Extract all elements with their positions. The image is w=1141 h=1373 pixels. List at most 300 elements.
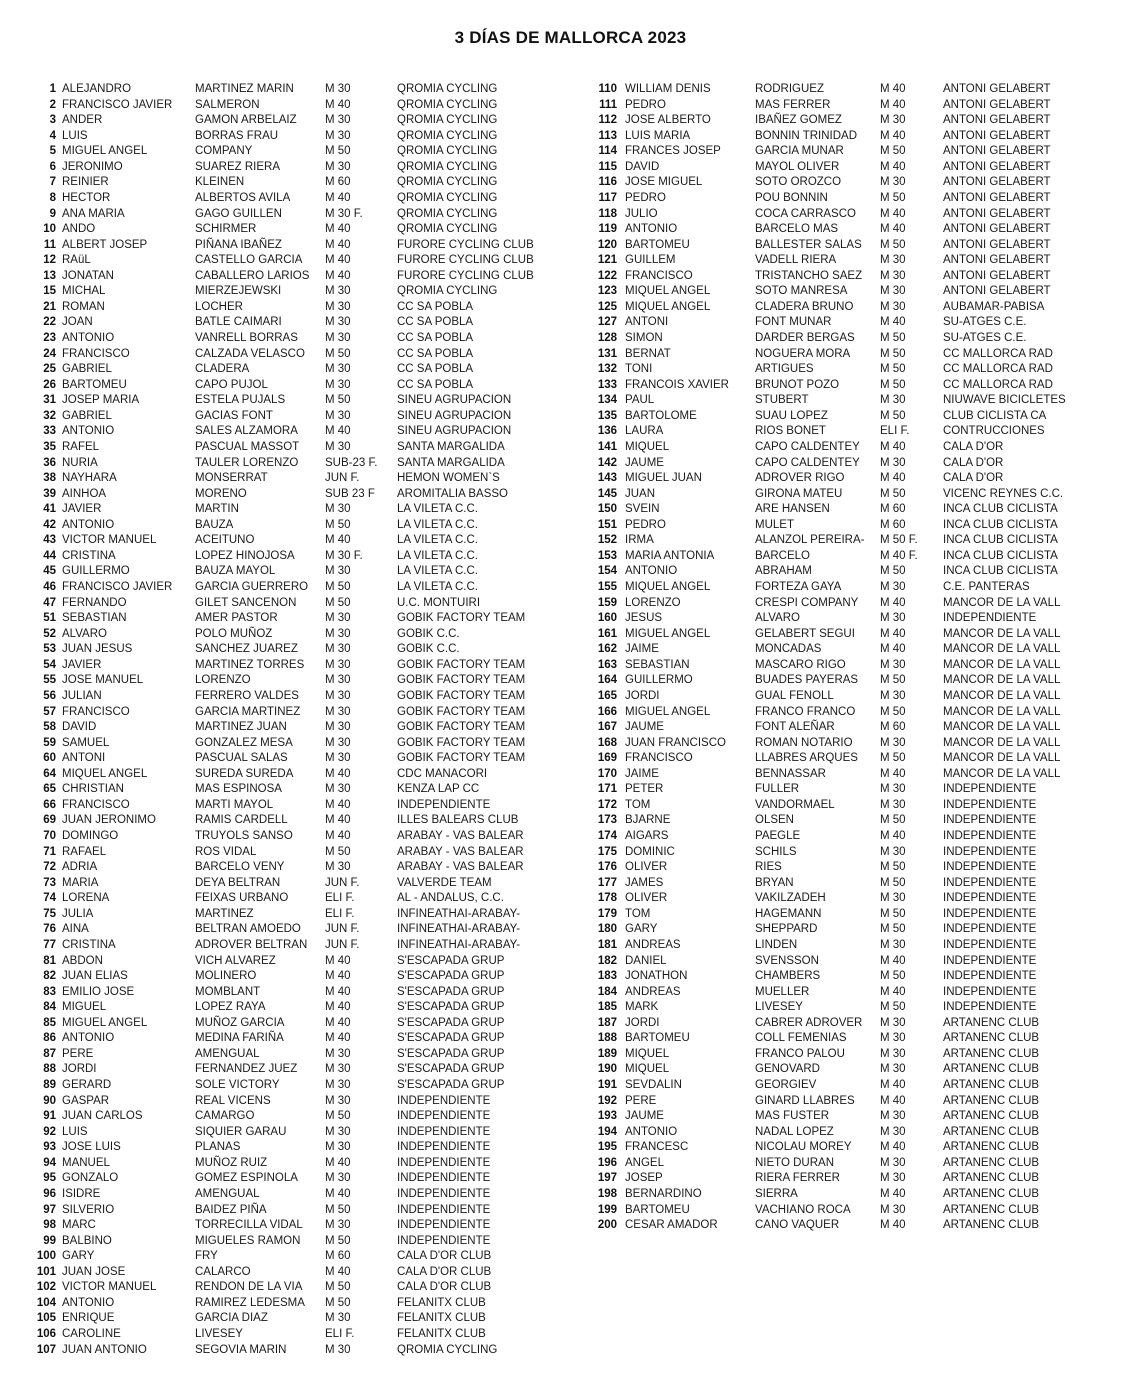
rider-category: M 30 [325,565,351,578]
rider-category: M 50 [880,565,906,578]
rider-category: M 30 [880,285,906,298]
rider-last-name: BRYAN [755,876,794,889]
rider-number: 127 [597,316,617,329]
rider-first-name: FRANCISCO [62,798,130,811]
rider-row [588,1156,1116,1172]
rider-row [588,580,1116,596]
rider-team: FURORE CYCLING CLUB [397,269,534,282]
rider-first-name: DOMINGO [62,830,119,842]
rider-number: 73 [43,876,56,889]
rider-category: M 60 [880,503,906,516]
rider-number: 104 [36,1296,56,1309]
rider-number: 3 [49,114,56,127]
rider-number: 57 [43,705,56,718]
rider-row [30,907,575,923]
rider-last-name: REAL VICENS [195,1094,271,1107]
rider-first-name: ANTONIO [625,565,678,578]
rider-number: 5 [49,145,56,158]
rider-category: M 50 [880,378,906,391]
rider-team: INDEPENDIENTE [943,1001,1037,1014]
rider-category: ELI F. [325,892,355,905]
rider-last-name: RENDON DE LA VIA [195,1281,303,1294]
rider-row [30,767,575,783]
rider-number: 84 [43,1001,56,1014]
rider-first-name: JORDI [62,1063,97,1076]
rider-category: M 30 [325,160,351,173]
rider-row [588,471,1116,487]
rider-number: 107 [36,1343,56,1356]
rider-team: INDEPENDIENTE [943,814,1037,827]
rider-last-name: GELABERT SEGUI [755,627,855,640]
rider-last-name: SOLE VICTORY [195,1079,280,1091]
rider-last-name: SCHIRMER [195,223,257,236]
rider-first-name: ALBERT JOSEP [62,238,148,251]
rider-category: M 50 [880,752,906,765]
rider-row [30,191,575,207]
rider-category: M 30 [325,114,351,127]
rider-last-name: SUAU LOPEZ [755,409,828,422]
rider-category: ELI F. [880,425,910,438]
rider-row [588,922,1116,938]
rider-first-name: JUAN [625,487,656,500]
rider-row [588,736,1116,752]
rider-last-name: FONT ALEÑAR [755,721,835,734]
rider-last-name: NICOLAU MOREY [755,1141,852,1154]
rider-number: 174 [597,830,617,842]
rider-last-name: ABRAHAM [755,565,812,578]
rider-number: 86 [43,1032,56,1045]
rider-row [588,1125,1116,1141]
rider-team: QROMIA CYCLING [397,176,498,189]
rider-row [30,922,575,938]
rider-category: M 40 [880,223,906,236]
rider-category: M 50 [880,861,906,874]
rider-last-name: FERRERO VALDES [195,689,299,702]
rider-team: INDEPENDIENTE [397,798,491,811]
rider-first-name: GABRIEL [62,363,112,376]
rider-category: M 30 [325,363,351,376]
rider-row [30,518,575,534]
rider-row [588,82,1116,98]
rider-number: 97 [43,1203,56,1216]
rider-row [30,487,575,503]
rider-last-name: GENOVARD [755,1063,820,1076]
rider-last-name: AMER PASTOR [195,612,278,625]
rider-first-name: AIGARS [625,830,669,842]
rider-first-name: JOSEP [625,1172,663,1185]
rider-category: M 30 [325,440,351,453]
rider-first-name: BARTOLOME [625,409,697,422]
rider-team: FELANITX CLUB [397,1328,486,1340]
rider-category: M 30 [325,1079,351,1091]
rider-team: INDEPENDIENTE [397,1156,491,1169]
rider-team: INDEPENDIENTE [397,1141,491,1154]
rider-number: 74 [43,892,56,905]
rider-row [30,82,575,98]
rider-category: M 60 [325,1250,351,1263]
rider-first-name: MARIA [62,876,99,889]
rider-row [30,969,575,985]
rider-row [30,1047,575,1063]
rider-category: M 30 [880,892,906,905]
rider-row [30,1234,575,1250]
rider-number: 13 [43,269,56,282]
rider-category: M 30 [880,456,906,469]
rider-last-name: GEORGIEV [755,1079,817,1091]
rider-last-name: CABRER ADROVER [755,1016,863,1029]
rider-last-name: MAYOL OLIVER [755,160,840,173]
rider-category: M 40 [325,954,351,967]
rider-row [588,1094,1116,1110]
rider-category: M 40 [880,985,906,998]
rider-team: MANCOR DE LA VALL [943,721,1061,734]
rider-category: M 40 [880,472,906,485]
rider-team: ANTONI GELABERT [943,98,1051,111]
rider-number: 75 [43,907,56,920]
rider-team: INDEPENDIENTE [943,830,1037,842]
rider-first-name: EMILIO JOSE [62,985,135,998]
rider-last-name: MULET [755,518,794,531]
rider-first-name: FRANCISCO [625,752,693,765]
rider-number: 96 [43,1187,56,1200]
rider-team: AL - ANDALUS, C.C. [397,892,504,905]
rider-row [30,813,575,829]
rider-category: M 30 [325,503,351,516]
rider-row [588,1047,1116,1063]
rider-team: QROMIA CYCLING [397,114,498,127]
rider-first-name: BALBINO [62,1234,112,1247]
rider-last-name: MOLINERO [195,970,257,983]
rider-team: MANCOR DE LA VALL [943,689,1061,702]
rider-team: CALA D'OR CLUB [397,1281,492,1294]
rider-last-name: LLABRES ARQUES [755,752,858,765]
rider-number: 51 [43,612,56,625]
rider-last-name: BARCELO VENY [195,861,285,874]
rider-first-name: JOSE MANUEL [62,674,144,687]
rider-category: M 30 [325,129,351,142]
rider-last-name: COMPANY [195,145,253,158]
rider-category: M 40 [880,767,906,780]
rider-team: INDEPENDIENTE [943,938,1037,951]
rider-last-name: COCA CARRASCO [755,207,856,220]
rider-team: QROMIA CYCLING [397,98,498,111]
rider-first-name: BJARNE [625,814,671,827]
rider-team: LA VILETA C.C. [397,581,478,593]
rider-number: 89 [43,1079,56,1091]
rider-team: NIUWAVE BICICLETES [943,394,1066,407]
rider-last-name: CAPO CALDENTEY [755,440,860,453]
rider-team: AUBAMAR-PABISA [943,300,1045,313]
rider-team: MANCOR DE LA VALL [943,767,1061,780]
rider-number: 52 [43,627,56,640]
rider-team: ARTANENC CLUB [943,1141,1040,1154]
rider-first-name: PEDRO [625,98,666,111]
rider-first-name: BERNAT [625,347,671,360]
rider-number: 173 [597,814,617,827]
rider-category: M 30 [325,1172,351,1185]
start-list-right-column [588,82,1116,1234]
rider-category: M 30 [325,316,351,329]
rider-team: INDEPENDIENTE [943,892,1037,905]
rider-number: 191 [597,1079,617,1091]
rider-team: MANCOR DE LA VALL [943,705,1061,718]
rider-category: M 30 [880,254,906,267]
rider-row [588,658,1116,674]
rider-first-name: OLIVER [625,861,668,874]
rider-last-name: POU BONNIN [755,191,828,204]
rider-row [30,1265,575,1281]
rider-first-name: ISIDRE [62,1187,101,1200]
rider-row [588,98,1116,114]
rider-first-name: JAUME [625,456,664,469]
rider-team: CC SA POBLA [397,347,474,360]
rider-first-name: ANTONI [625,316,669,329]
rider-number: 21 [43,300,56,313]
rider-number: 199 [597,1203,617,1216]
rider-number: 178 [597,892,617,905]
rider-last-name: GUAL FENOLL [755,689,834,702]
rider-number: 166 [597,705,617,718]
rider-team: LA VILETA C.C. [397,518,478,531]
rider-first-name: CHRISTIAN [62,783,124,796]
rider-category: M 40 [325,223,351,236]
rider-first-name: MARC [62,1219,96,1232]
rider-first-name: PEDRO [625,191,666,204]
rider-number: 94 [43,1156,56,1169]
rider-number: 60 [43,752,56,765]
rider-category: M 40 [880,1141,906,1154]
rider-row [588,1109,1116,1125]
rider-team: SINEU AGRUPACION [397,425,512,438]
rider-row [30,1000,575,1016]
rider-category: M 50 [880,876,906,889]
rider-number: 168 [597,736,617,749]
rider-last-name: AMENGUAL [195,1187,260,1200]
rider-last-name: GOMEZ ESPINOLA [195,1172,298,1185]
rider-first-name: REINIER [62,176,109,189]
rider-first-name: ABDON [62,954,103,967]
rider-first-name: JUAN CARLOS [62,1110,143,1123]
rider-first-name: MIGUEL [62,1001,107,1014]
rider-number: 23 [43,332,56,344]
rider-first-name: GARY [62,1250,95,1263]
rider-number: 43 [43,534,56,547]
rider-first-name: MIGUEL JUAN [625,472,702,485]
rider-first-name: ALVARO [62,627,107,640]
rider-team: GOBIK FACTORY TEAM [397,612,526,625]
rider-row [30,938,575,954]
rider-last-name: PASCUAL MASSOT [195,440,300,453]
rider-number: 112 [598,114,617,127]
rider-first-name: MIGUEL ANGEL [62,1016,148,1029]
rider-row [30,1171,575,1187]
rider-last-name: ESTELA PUJALS [195,394,286,407]
rider-team: ANTONI GELABERT [943,223,1051,236]
rider-last-name: MASCARO RIGO [755,658,846,671]
rider-team: ANTONI GELABERT [943,191,1051,204]
rider-first-name: TOM [625,798,651,811]
rider-row [30,300,575,316]
rider-category: M 30 [880,581,906,593]
rider-last-name: GILET SANCENON [195,596,297,609]
rider-team: MANCOR DE LA VALL [943,752,1061,765]
rider-number: 45 [43,565,56,578]
rider-first-name: ANDREAS [625,938,681,951]
rider-number: 121 [597,254,617,267]
rider-team: INDEPENDIENTE [397,1187,491,1200]
rider-row [30,782,575,798]
rider-number: 150 [597,503,617,516]
rider-number: 187 [597,1016,617,1029]
rider-first-name: ROMAN [62,300,105,313]
rider-team: INDEPENDIENTE [397,1110,491,1123]
rider-first-name: PERE [62,1047,94,1060]
rider-first-name: VICTOR MANUEL [62,1281,157,1294]
rider-row [30,1156,575,1172]
rider-row [30,1343,575,1359]
rider-first-name: FRANCISCO [625,269,693,282]
rider-number: 141 [597,440,617,453]
rider-team: ANTONI GELABERT [943,254,1051,267]
rider-number: 142 [597,456,617,469]
rider-category: M 40 [880,98,906,111]
rider-last-name: MORENO [195,487,247,500]
rider-number: 41 [43,503,56,516]
rider-team: ARTANENC CLUB [943,1172,1040,1185]
rider-category: M 30 [325,1141,351,1154]
rider-category: SUB-23 F. [325,456,378,469]
rider-team: CC MALLORCA RAD [943,347,1053,360]
rider-last-name: MARTINEZ MARIN [195,83,294,95]
rider-last-name: ALBERTOS AVILA [195,191,291,204]
rider-team: INDEPENDIENTE [943,923,1037,936]
rider-last-name: ACEITUNO [195,534,255,547]
rider-category: M 30 [880,798,906,811]
rider-last-name: BAUZA [195,518,234,531]
rider-team: QROMIA CYCLING [397,83,498,95]
rider-category: M 50 [325,347,351,360]
rider-last-name: GONZALEZ MESA [195,736,293,749]
rider-category: M 40 [325,1156,351,1169]
rider-number: 154 [597,565,617,578]
rider-number: 177 [597,876,617,889]
rider-row [588,378,1116,394]
rider-category: M 40 [880,83,906,95]
rider-category: JUN F. [325,938,360,951]
rider-row [30,253,575,269]
rider-team: S'ESCAPADA GRUP [397,1016,505,1029]
rider-team: INDEPENDIENTE [943,876,1037,889]
rider-first-name: GUILLERMO [62,565,130,578]
rider-last-name: FRY [195,1250,218,1263]
rider-first-name: JUAN JERONIMO [62,814,156,827]
rider-team: S'ESCAPADA GRUP [397,1032,505,1045]
rider-last-name: MEDINA FARIÑA [195,1032,284,1045]
rider-category: M 50 [880,145,906,158]
rider-team: SANTA MARGALIDA [397,456,505,469]
rider-team: CLUB CICLISTA CA [943,409,1047,422]
rider-row [30,1327,575,1343]
rider-row [30,860,575,876]
rider-category: M 30 [880,1156,906,1169]
rider-category: M 30 [325,612,351,625]
rider-last-name: SOTO MANRESA [755,285,848,298]
rider-row [30,331,575,347]
rider-category: M 30 [325,1312,351,1325]
rider-number: 195 [597,1141,617,1154]
rider-first-name: ANTONIO [62,425,115,438]
rider-category: M 50 [325,845,351,858]
rider-team: INDEPENDIENTE [943,845,1037,858]
rider-last-name: SIQUIER GARAU [195,1125,287,1138]
rider-team: GOBIK C.C. [397,627,460,640]
rider-team: FURORE CYCLING CLUB [397,238,534,251]
rider-category: M 40 [880,954,906,967]
rider-category: M 50 [880,970,906,983]
rider-first-name: CRISTINA [62,549,116,562]
rider-number: 106 [36,1328,56,1340]
rider-first-name: JUAN JOSE [62,1265,126,1278]
rider-last-name: MARTINEZ [195,907,254,920]
rider-row [588,300,1116,316]
rider-first-name: JOSEP MARIA [62,394,140,407]
rider-team: ANTONI GELABERT [943,285,1051,298]
rider-last-name: CALARCO [195,1265,251,1278]
rider-team: ANTONI GELABERT [943,83,1051,95]
rider-category: M 40 [325,1187,351,1200]
rider-category: M 30 [880,1172,906,1185]
rider-category: M 40 [325,1265,351,1278]
rider-row [588,938,1116,954]
rider-number: 64 [43,767,56,780]
rider-last-name: RODRIGUEZ [755,83,824,95]
rider-last-name: VAKILZADEH [755,892,826,905]
rider-row [30,222,575,238]
rider-first-name: JERONIMO [62,160,123,173]
rider-row [30,98,575,114]
rider-team: LA VILETA C.C. [397,549,478,562]
rider-team: INDEPENDIENTE [943,954,1037,967]
rider-last-name: MUÑOZ GARCIA [195,1016,285,1029]
rider-first-name: LUIS [62,129,88,142]
rider-row [588,767,1116,783]
rider-last-name: BAIDEZ PIÑA [195,1203,267,1216]
rider-first-name: ANA MARIA [62,207,125,220]
rider-last-name: NOGUERA MORA [755,347,851,360]
rider-category: M 30 [880,1047,906,1060]
rider-first-name: FRANCOIS XAVIER [625,378,729,391]
rider-category: M 30 [325,285,351,298]
rider-team: MANCOR DE LA VALL [943,627,1061,640]
rider-last-name: GIRONA MATEU [755,487,843,500]
rider-number: 102 [36,1281,56,1294]
rider-team: ANTONI GELABERT [943,238,1051,251]
rider-team: C.E. PANTERAS [943,581,1030,593]
rider-row [30,424,575,440]
rider-last-name: PASCUAL SALAS [195,752,288,765]
rider-row [588,113,1116,129]
rider-last-name: TORRECILLA VIDAL [195,1219,303,1232]
rider-first-name: MIGUEL ANGEL [62,145,148,158]
rider-first-name: FRANCISCO [62,705,130,718]
rider-first-name: JOAN [62,316,93,329]
rider-team: INDEPENDIENTE [943,985,1037,998]
rider-first-name: FERNANDO [62,596,127,609]
rider-team: INDEPENDIENTE [943,970,1037,983]
page-title: 3 DÍAS DE MALLORCA 2023 [454,28,687,47]
rider-last-name: CAMARGO [195,1110,255,1123]
rider-first-name: ANTONIO [625,1125,678,1138]
